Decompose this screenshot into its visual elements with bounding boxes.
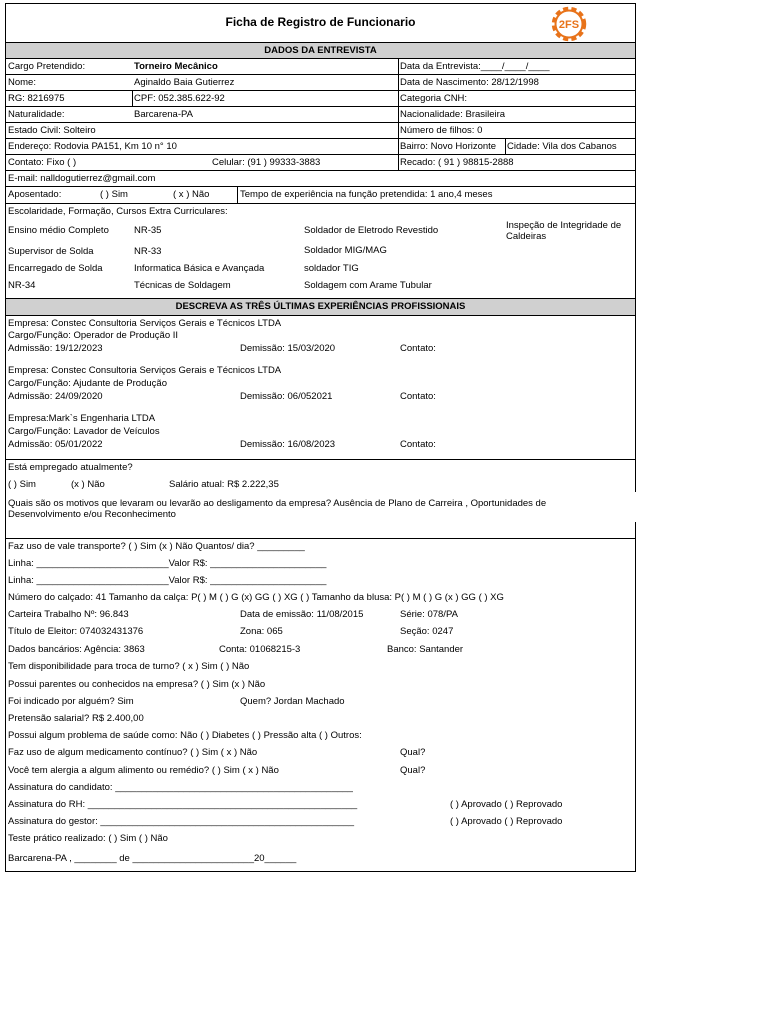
children-count: Número de filhos: 0	[400, 125, 483, 136]
section-interview-header: DADOS DA ENTREVISTA	[6, 42, 635, 59]
naturalidade-label: Naturalidade:	[8, 109, 65, 120]
edu-r0-c2: Soldador de Eletrodo Revestido	[304, 225, 439, 236]
naturalidade-value: Barcarena-PA	[134, 109, 193, 120]
candidate-signature: Assinatura do candidato: _____________________________________________	[8, 782, 353, 793]
bus-line-2: Linha: _________________________Valor R$: ______________________	[8, 575, 327, 586]
card-series: Série: 078/PA	[400, 609, 458, 620]
retired-no: ( x ) Não	[173, 189, 210, 200]
edu-r0-c1: NR-35	[134, 225, 162, 236]
exp3-admission: Admissão: 05/01/2022	[8, 439, 103, 450]
exp1-dismissal: Demissão: 15/03/2020	[240, 343, 336, 354]
exp1-admission: Admissão: 19/12/2023	[8, 343, 103, 354]
clothing-sizes: Número do calçado: 41 Tamanho da calça: P( ) M ( ) G (x) GG ( ) XG ( ) Tamanho da blusa: P( ) M ( ) G (x ) GG ( ) XG	[8, 592, 504, 603]
bank-name: Banco: Santander	[387, 644, 464, 655]
edu-r2-c1: Informatica Básica e Avançada	[134, 263, 265, 274]
edu-r0-c3: Inspeção de Integridade de Caldeiras	[506, 220, 622, 242]
cnh-category: Categoria CNH:	[400, 93, 468, 104]
cargo-label: Cargo Pretendido:	[8, 61, 86, 72]
exp2-role: Cargo/Função: Ajudante de Produção	[8, 378, 167, 389]
rg: RG: 8216975	[8, 93, 65, 104]
edu-r0-c0: Ensino médio Completo	[8, 225, 109, 236]
allergy-question: Você tem alergia a algum alimento ou remédio? ( ) Sim ( x ) Não	[8, 765, 279, 776]
allergy-which: Qual?	[400, 765, 426, 776]
experience-time: Tempo de experiência na função pretendida: 1 ano,4 meses	[240, 189, 493, 200]
employed-yes: ( ) Sim	[8, 479, 36, 490]
address: Endereço: Rodovia PA151, Km 10 n° 10	[8, 141, 177, 152]
practical-test: Teste prático realizado: ( ) Sim ( ) Não	[8, 833, 168, 844]
edu-r3-c2: Soldagem com Arame Tubular	[304, 280, 432, 291]
city: Cidade: Vila dos Cabanos	[507, 141, 617, 152]
edu-r1-c1: NR-33	[134, 246, 162, 257]
logo-text: 2FS	[558, 19, 580, 31]
border-gap	[632, 492, 640, 522]
cpf: CPF: 052.385.622-92	[134, 93, 225, 104]
employed-no: (x ) Não	[71, 479, 105, 490]
shift-availability: Tem disponibilidade para troca de turno? ( x ) Sim ( ) Não	[8, 661, 250, 672]
salary-expectation: Pretensão salarial? R$ 2.400,00	[8, 713, 144, 724]
manager-approval-status: ( ) Aprovado ( ) Reprovado	[450, 816, 563, 827]
phone-message: Recado: ( 91 ) 98815-2888	[400, 157, 514, 168]
edu-r3-c0: NR-34	[8, 280, 36, 291]
neighborhood: Bairro: Novo Horizonte	[400, 141, 497, 152]
health-question: Possui algum problema de saúde como: Não ( ) Diabetes ( ) Pressão alta ( ) Outros:	[8, 730, 362, 741]
current-salary: Salário atual: R$ 2.222,35	[169, 479, 279, 490]
issue-date: Data de emissão: 11/08/2015	[240, 609, 364, 620]
exp1-company: Empresa: Constec Consultoria Serviços Gerais e Técnicos LTDA	[8, 318, 282, 329]
exp2-dismissal: Demissão: 06/052021	[240, 391, 333, 402]
medication-which: Qual?	[400, 747, 426, 758]
edu-r2-c0: Encarregado de Solda	[8, 263, 103, 274]
transport-voucher: Faz uso de vale transporte? ( ) Sim (x ) Não Quantos/ dia? _________	[8, 541, 305, 552]
referral-who: Quem? Jordan Machado	[240, 696, 345, 707]
referral-question: Foi indicado por alguém? Sim	[8, 696, 134, 707]
edu-r1-c2: Soldador MIG/MAG	[304, 245, 387, 256]
edu-r1-c0: Supervisor de Solda	[8, 246, 94, 257]
employed-question: Está empregado atualmente?	[8, 462, 133, 473]
form-title: Ficha de Registro de Funcionario	[225, 15, 416, 29]
exp2-contact: Contato:	[400, 391, 436, 402]
voter-zone: Zona: 065	[240, 626, 283, 637]
edu-r3-c1: Técnicas de Soldagem	[134, 280, 231, 291]
leaving-reasons: Quais são os motivos que levaram ou levarão ao desligamento da empresa? Ausência de Plano de Carreira , Oportunidades de Desenvolvimento e/ou Reconhecimento	[8, 498, 547, 520]
birth-date: Data de Nascimento: 28/12/1998	[400, 77, 539, 88]
exp1-contact: Contato:	[400, 343, 436, 354]
exp3-contact: Contato:	[400, 439, 436, 450]
voter-id: Título de Eleitor: 074032431376	[8, 626, 144, 637]
bank-account: Conta: 01068215-3	[219, 644, 301, 655]
education-label: Escolaridade, Formação, Cursos Extra Curriculares:	[8, 206, 228, 217]
medication-question: Faz uso de algum medicamento contínuo? ( ) Sim ( x ) Não	[8, 747, 258, 758]
name-label: Nome:	[8, 77, 36, 88]
interview-date: Data da Entrevista:____/____/____	[400, 61, 550, 72]
email: E-mail: nalldogutierrez@gmail.com	[8, 173, 156, 184]
marital-status: Estado Civil: Solteiro	[8, 125, 96, 136]
bus-line-1: Linha: _________________________Valor R$: ______________________	[8, 558, 327, 569]
place-and-date: Barcarena-PA , ________ de _______________________20______	[8, 853, 297, 864]
exp3-company: Empresa:Mark`s Engenharia LTDA	[8, 413, 156, 424]
section-experience-header: DESCREVA AS TRÊS ÚLTIMAS EXPERIÊNCIAS PROFISSIONAIS	[6, 298, 635, 316]
retired-yes: ( ) Sim	[100, 189, 128, 200]
hr-signature: Assinatura do RH: ___________________________________________________	[8, 799, 358, 810]
relatives-question: Possui parentes ou conhecidos na empresa? ( ) Sim (x ) Não	[8, 679, 266, 690]
hr-approval-status: ( ) Aprovado ( ) Reprovado	[450, 799, 563, 810]
exp1-role: Cargo/Função: Operador de Produção II	[8, 330, 179, 341]
exp3-role: Cargo/Função: Lavador de Veículos	[8, 426, 160, 437]
registration-form	[5, 3, 636, 872]
exp2-admission: Admissão: 24/09/2020	[8, 391, 103, 402]
name-value: Aginaldo Baia Gutierrez	[134, 77, 235, 88]
cargo-value: Torneiro Mecânico	[134, 61, 218, 72]
nationality: Nacionalidade: Brasileira	[400, 109, 506, 120]
work-card: Carteira Trabalho Nº: 96.843	[8, 609, 129, 620]
exp3-dismissal: Demissão: 16/08/2023	[240, 439, 336, 450]
company-logo	[547, 4, 591, 44]
voter-section: Seção: 0247	[400, 626, 454, 637]
phone-landline: Contato: Fixo ( )	[8, 157, 77, 168]
retired-label: Aposentado:	[8, 189, 62, 200]
phone-mobile: Celular: (91 ) 99333-3883	[212, 157, 321, 168]
manager-signature: Assinatura do gestor: ________________________________________________	[8, 816, 355, 827]
exp2-company: Empresa: Constec Consultoria Serviços Gerais e Técnicos LTDA	[8, 365, 282, 376]
bank-agency: Dados bancários: Agência: 3863	[8, 644, 145, 655]
edu-r2-c2: soldador TIG	[304, 263, 359, 274]
